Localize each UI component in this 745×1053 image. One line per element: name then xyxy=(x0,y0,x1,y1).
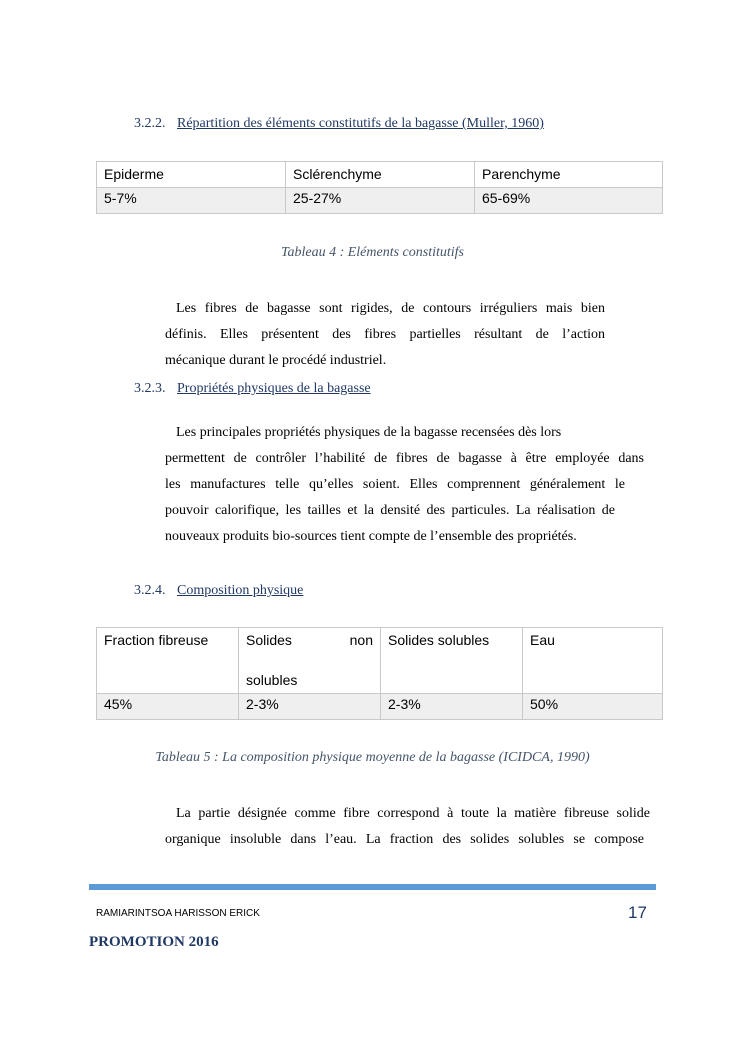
footer-author: RAMIARINTSOA HARISSON ERICK xyxy=(96,908,260,919)
paragraph-fibres xyxy=(165,296,605,374)
section-title: Composition physique xyxy=(177,583,304,598)
section-title: Propriétés physiques de la bagasse xyxy=(177,381,371,396)
section-number: 3.2.2. xyxy=(134,116,166,131)
section-number: 3.2.4. xyxy=(134,583,166,598)
table-header-cell: Solides solubles xyxy=(381,628,523,694)
section-heading-3-2-4 xyxy=(134,583,303,599)
table-header-text: non xyxy=(349,632,373,648)
table-caption: Tableau 4 : Eléments constitutifs xyxy=(280,245,465,260)
paragraph-line: les manufactures telle qu’elles soient. Elles comprennent généralement le xyxy=(165,477,625,492)
table-row xyxy=(97,694,663,720)
paragraph-line: pouvoir calorifique, les tailles et la densité des particules. La réalisation de xyxy=(165,503,615,518)
paragraph-proprietes xyxy=(165,420,644,550)
table-cell: 45% xyxy=(97,694,239,720)
paragraph-line: organique insoluble dans l’eau. La fraction des solides solubles se compose xyxy=(165,832,644,847)
table-header-cell: Eau xyxy=(523,628,663,694)
paragraph-line: nouveaux produits bio-sources tient compte de l’ensemble des propriétés. xyxy=(165,529,577,544)
table-cell: 65-69% xyxy=(475,188,663,214)
table-caption: Tableau 5 : La composition physique moyenne de la bagasse (ICIDCA, 1990) xyxy=(155,750,590,765)
table-cell: 2-3% xyxy=(381,694,523,720)
table-elements-constitutifs xyxy=(96,161,663,214)
table-cell: 2-3% xyxy=(239,694,381,720)
table-cell: 25-27% xyxy=(286,188,475,214)
section-heading-3-2-3 xyxy=(134,381,371,397)
table-header-row xyxy=(97,162,663,188)
section-heading-3-2-2 xyxy=(134,116,544,132)
table-cell: 50% xyxy=(523,694,663,720)
footer-divider xyxy=(89,884,656,890)
table-header-cell xyxy=(239,628,381,694)
table-cell: 5-7% xyxy=(97,188,286,214)
table-header-cell: Parenchyme xyxy=(475,162,663,188)
paragraph-line: Les principales propriétés physiques de la bagasse recensées dès lors xyxy=(176,425,562,440)
table-header-cell: Epiderme xyxy=(97,162,286,188)
table-header-text: Solides xyxy=(246,632,292,648)
table-header-cell: Sclérenchyme xyxy=(286,162,475,188)
paragraph-line: permettent de contrôler l’habilité de fibres de bagasse à être employée dans xyxy=(165,451,644,466)
page-number: 17 xyxy=(628,903,647,922)
section-number: 3.2.3. xyxy=(134,381,166,396)
table-row xyxy=(97,188,663,214)
section-title: Répartition des éléments constitutifs de la bagasse (Muller, 1960) xyxy=(177,116,544,131)
paragraph-composition xyxy=(165,801,650,853)
paragraph-line: définis. Elles présentent des fibres partielles résultant de l’action xyxy=(165,327,605,342)
paragraph-line: La partie désignée comme fibre correspond à toute la matière fibreuse solide xyxy=(176,806,650,821)
table-header-row xyxy=(97,628,663,694)
paragraph-line: Les fibres de bagasse sont rigides, de contours irréguliers mais bien xyxy=(176,301,605,316)
table-header-text: solubles xyxy=(246,672,298,688)
table-header-cell: Fraction fibreuse xyxy=(97,628,239,694)
paragraph-line: mécanique durant le procédé industriel. xyxy=(165,353,387,368)
footer-promotion: PROMOTION 2016 xyxy=(89,934,219,950)
table-composition-physique xyxy=(96,627,663,720)
